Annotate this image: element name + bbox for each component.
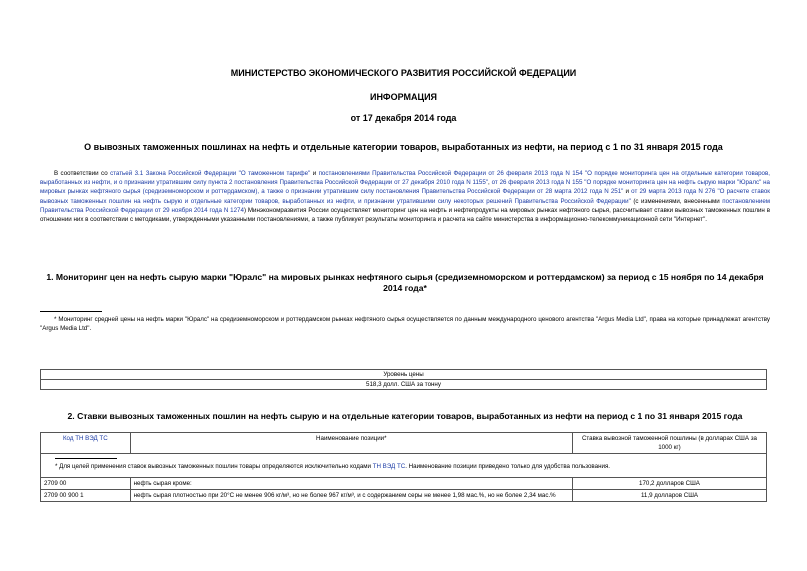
intro-paragraph — [40, 169, 770, 224]
row-name: нефть сырая плотностью при 20°C не менее 906 кг/м³, но не более 967 кг/м³, и с содержанием серы не менее 1,98 мас.%, но не более 2,34 мас.% — [130, 490, 572, 502]
col-header-code — [41, 433, 131, 454]
table-footnote-row — [41, 454, 767, 478]
row-rate: 11,9 долларов США — [572, 490, 766, 502]
link-resolution-155[interactable]: от 26 февраля 2013 года N 155 "О порядке мониторинга цен на нефть сырую марки "Юралс" на мировых рынках нефтяного сырья (средиземноморском и роттердамском), а также о признании утратившим силу постановления Правительства Российской Федерации от 28 марта 2012 года N 251" — [40, 179, 770, 196]
price-level-table — [40, 369, 767, 390]
intro-text-3: , — [488, 179, 492, 187]
link-law-article[interactable]: статьей 3.1 Закона Российской Федерации "О таможенном тарифе" — [110, 170, 311, 177]
link-tn-ved-code-header[interactable]: Код ТН ВЭД ТС — [62, 435, 108, 442]
document-subject: О вывозных таможенных пошлинах на нефть и отдельные категории товаров, выработанных из нефти, на период с 1 по 31 января 2015 года — [84, 142, 723, 152]
row-name: нефть сырая кроме: — [130, 478, 572, 490]
document-date: от 17 декабря 2014 года — [350, 113, 457, 123]
table-row — [41, 478, 767, 490]
table-row — [41, 490, 767, 502]
link-resolution-1274[interactable]: постановлением Правительства Российской Федерации от 29 ноября 2014 года N 1274 — [40, 197, 771, 214]
intro-text-4: и — [623, 188, 632, 196]
ministry-heading: МИНИСТЕРСТВО ЭКОНОМИЧЕСКОГО РАЗВИТИЯ РОССИЙСКОЙ ФЕДЕРАЦИИ — [230, 68, 577, 78]
section2-title: 2. Ставки вывозных таможенных пошлин на нефть сырую и на отдельные категории товаров, выработанных из нефти на период с 1 по 31 января 2015 года — [67, 411, 743, 421]
document-type-heading: ИНФОРМАЦИЯ — [369, 92, 438, 102]
link-resolution-154[interactable]: постановлениями Правительства Российской Федерации от 26 февраля 2013 года N 154 "О порядке мониторинга цен на отдельные категории товаров, выработанных из нефти, и о признании утратившим силу пункта 2 постановления Правительства Российской Федерации от 27 декабря 2010 года N 1155" — [40, 170, 770, 187]
link-resolution-276[interactable]: от 29 марта 2013 года N 276 "О расчете ставок вывозных таможенных пошлин на нефть сырую и отдельные категории товаров, выработанных из нефти, и признании утратившими силу некоторых решений Правительства Российской Федерации" — [40, 188, 770, 205]
section1-footnote-text: * Мониторинг средней цены на нефть марки "Юралс" на средиземноморском и роттердамском рынках нефтяного сырья осуществляется по данным международного ценового агентства "Argus Media Ltd", права на которые принадлежат агентству "Argus Media Ltd". — [40, 316, 770, 332]
intro-text-5: (с изменениями, внесенными — [630, 197, 723, 205]
row-code: 2709 00 900 1 — [41, 490, 131, 502]
intro-text-6: ) Минэкономразвития России осуществляет мониторинг цен на нефть и нефтепродукты на мировых рынках нефтяного сырья, рассчитывает ставки вывозных таможенных пошлин в отношении них в соответствии с методиками, утвержденными указанными постановлениями, а также публикует результаты мониторинга и расчета на сайте министерства в информационно-телекоммуникационной сети "Интернет". — [40, 206, 770, 224]
row-code: 2709 00 — [41, 478, 131, 490]
table-footnote-cell — [41, 454, 767, 478]
section1-footnote — [40, 315, 770, 333]
table-footnote-text-b: . Наименование позиции приведено только для удобства пользования. — [405, 463, 611, 470]
row-rate: 170,2 долларов США — [572, 478, 766, 490]
col-header-rate: Ставка вывозной таможенной пошлины (в долларах США за 1000 кг) — [572, 433, 766, 454]
col-header-name: Наименование позиции* — [130, 433, 572, 454]
price-level-value: 518,3 долл. США за тонну — [41, 380, 767, 390]
intro-text-2: и — [310, 170, 319, 177]
section1-title: 1. Мониторинг цен на нефть сырую марки "Юралс" на мировых рынках нефтяного сырья (средиземноморском и роттердамском) за период с 15 ноября по 14 декабря 2014 года* — [46, 272, 764, 293]
footnote-divider — [40, 311, 102, 312]
table-footnote-text-a: * Для целей применения ставок вывозных таможенных пошлин товары определяются исключительно кодами — [55, 463, 373, 470]
intro-text-1: В соответствии со — [54, 170, 111, 177]
duty-rates-table — [40, 432, 767, 502]
link-tn-ved-footnote[interactable]: ТН ВЭД ТС — [372, 463, 406, 470]
table-footnote-divider — [55, 458, 117, 459]
price-level-header: Уровень цены — [41, 370, 767, 380]
table-header-row — [41, 433, 767, 454]
